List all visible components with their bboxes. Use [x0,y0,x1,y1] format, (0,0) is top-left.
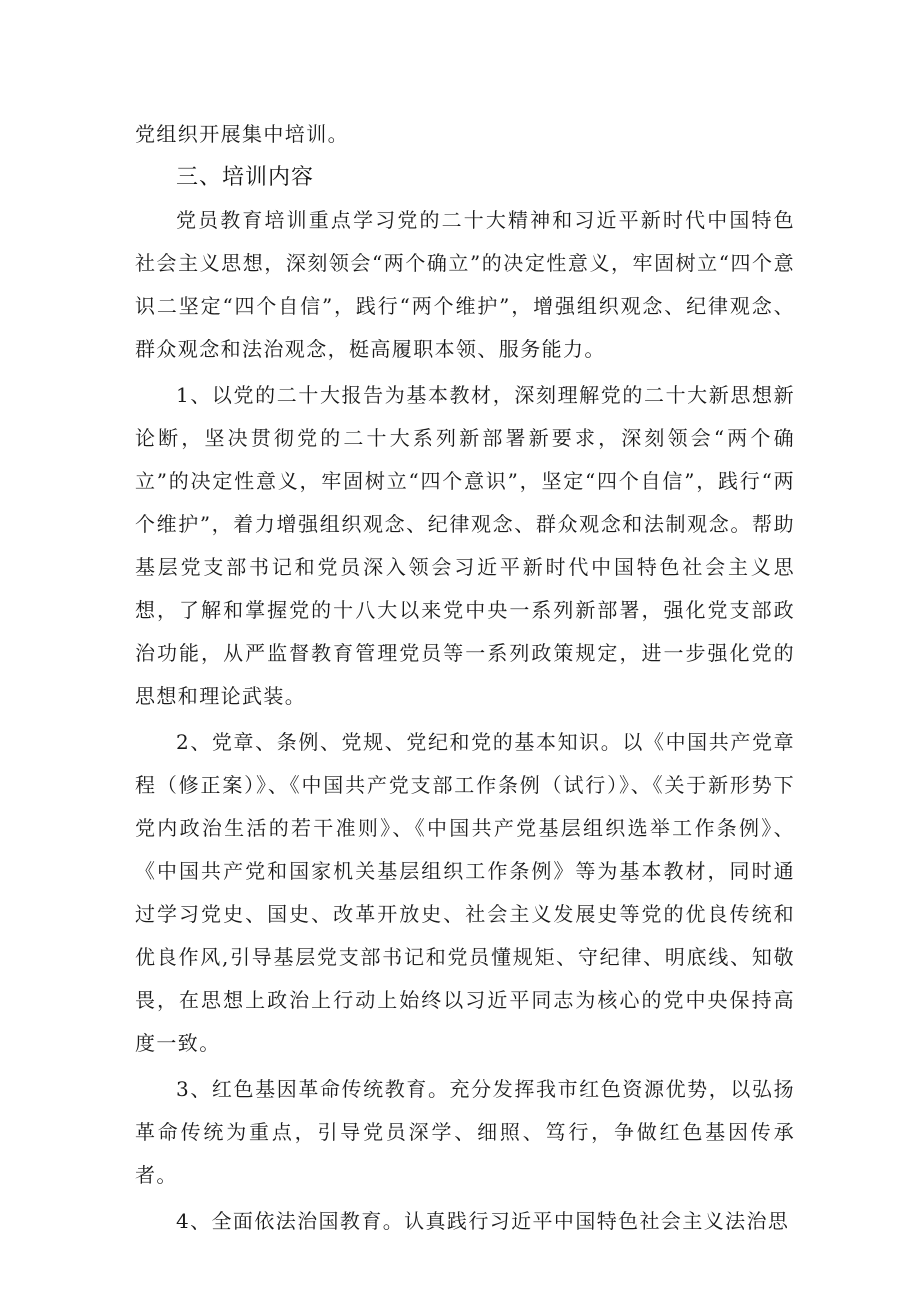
paragraph-item-3: 3、红色基因革命传统教育。充分发挥我市红色资源优势，以弘扬革命传统为重点，引导党员深学、细照、笃行，争做红色基因传承者。 [135,1077,795,1187]
section-heading: 三、培训内容 [176,165,315,190]
paragraph-overview: 党员教育培训重点学习党的二十大精神和习近平新时代中国特色社会主义思想，深刻领会“两个确立”的决定性意义，牢固树立“四个意识二坚定“四个自信”，践行“两个维护”，增强组织观念、纪律观念、群众观念和法治观念，梃高履职本领、服务能力。 [135,208,795,361]
paragraph-item-4: 4、全面依法治国教育。认真践行习近平中国特色社会主义法治思 [176,1209,790,1233]
paragraph-item-1: 1、以党的二十大报告为基本教材，深刻理解党的二十大新思想新论断，坚决贯彻党的二十大系列新部署新要求，深刻领会“两个确立”的决定性意义，牢固树立“四个意识”，坚定“四个自信”，践行“两个维护”，着力增强组织观念、纪律观念、群众观念和法制观念。帮助基层党支部书记和党员深入领会习近平新时代中国特色社会主义思想，了解和掌握党的十八大以来党中央一系列新部署，强化党支部政治功能，从严监督教育管理党员等一系列政策规定，进一步强化党的思想和理论武装。 [135,383,795,708]
document-body [135,113,795,1243]
paragraph-item-2: 2、党章、条例、党规、党纪和党的基本知识。以《中国共产党章程（修正案）》、《中国共产党支部工作条例（试行）》、《关于新形势下党内政治生活的若干准则》、《中国共产党基层组织选举工作条例》、《中国共产党和国家机关基层组织工作条例》等为基本教材，同时通过学习党史、国史、改革开放史、社会主义发展史等党的优良传统和优良作风,引导基层党支部书记和党员懂规矩、守纪律、明底线、知敬畏，在思想上政治上行动上始终以习近平同志为核心的党中央保持高度一致。 [135,730,795,1055]
lead-line: 党组织开展集中培训。 [135,122,349,146]
